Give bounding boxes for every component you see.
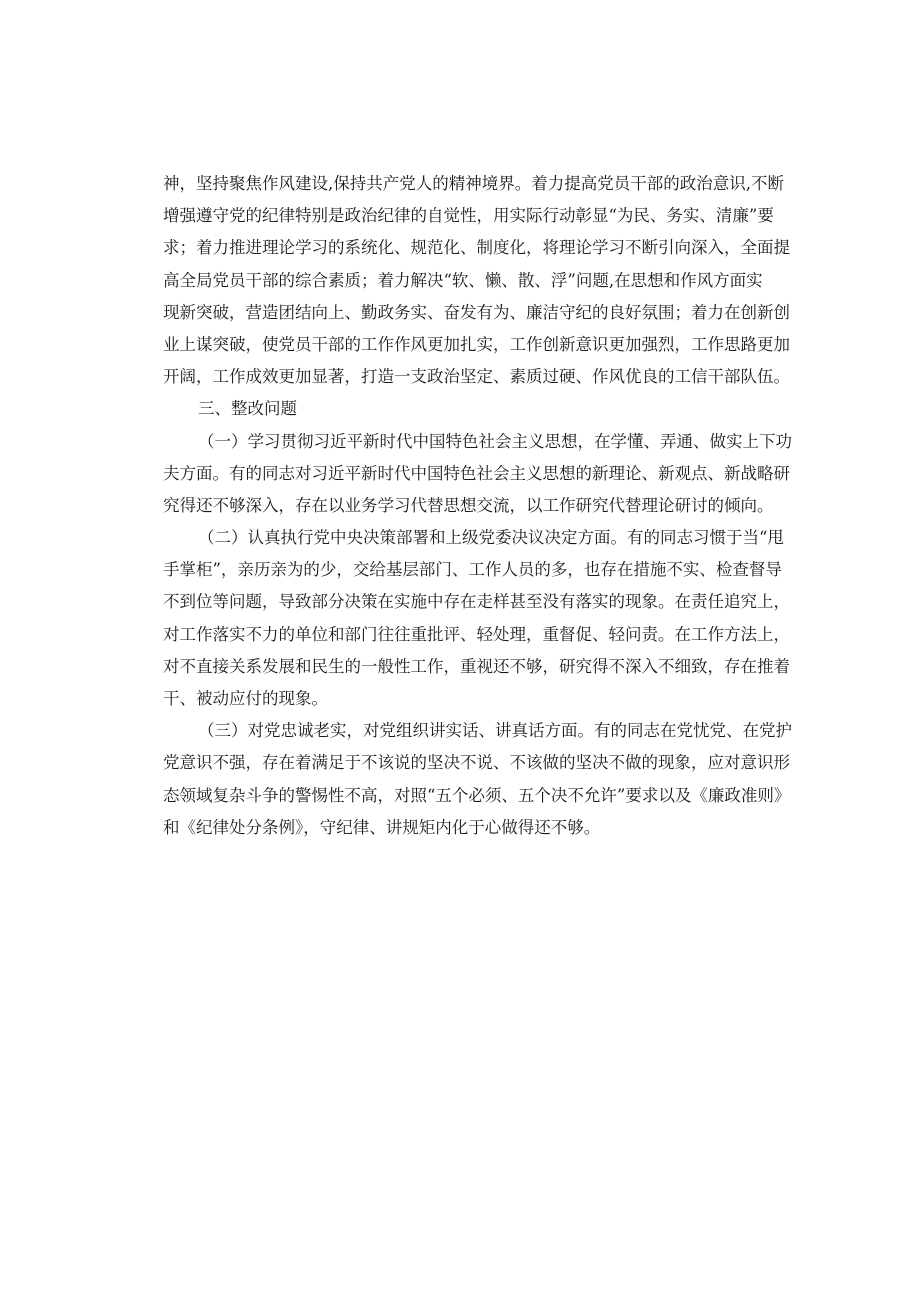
text-line: 手掌柜”，亲历亲为的少，交给基层部门、工作人员的多，也存在措施不实、检查督导 (163, 560, 782, 580)
text-line: 夫方面。有的同志对习近平新时代中国特色社会主义思想的新理论、新观点、新战略研 (163, 463, 790, 483)
text-line: 和《纪律处分条例》，守纪律、讲规矩内化于心做得还不够。 (163, 817, 601, 837)
text-line: 求；着力推进理论学习的系统化、规范化、制度化，将理论学习不断引向深入，全面提 (163, 238, 790, 258)
text-line: 不到位等问题，导致部分决策在实施中存在走样甚至没有落实的现象。在责任追究上， (163, 592, 790, 612)
text-line: 党意识不强，存在着满足于不该说的坚决不说、不该做的坚决不做的现象，应对意识形 (163, 753, 790, 773)
paragraph-2 (163, 522, 790, 715)
text-line: 增强遵守党的纪律特别是政治纪律的自觉性，用实际行动彰显“为民、务实、清廉”要 (163, 206, 774, 226)
document-page (163, 168, 792, 844)
text-line: 业上谋突破，使党员干部的工作作风更加扎实，工作创新意识更加强烈，工作思路更加 (163, 334, 790, 354)
text-line: 对不直接关系发展和民生的一般性工作，重视还不够，研究得不深入不细致，存在推着 (163, 656, 790, 676)
text-line: 态领域复杂斗争的警惕性不高，对照“五个必须、五个决不允许”要求以及《廉政准则》 (163, 785, 791, 805)
section-heading: 三、整改问题 (198, 399, 297, 419)
text-line: 究得还不够深入，存在以业务学习代替思想交流，以工作研究代替理论研讨的倾向。 (163, 495, 774, 515)
text-line: （三）对党忠诚老实，对党组织讲实话、讲真话方面。有的同志在党忧党、在党护 (198, 721, 792, 741)
text-line: 对工作落实不力的单位和部门往往重批评、轻处理，重督促、轻问责。在工作方法上， (163, 624, 790, 644)
paragraph-3 (163, 715, 792, 844)
text-line: （一）学习贯彻习近平新时代中国特色社会主义思想，在学懂、弄通、做实上下功 (198, 431, 792, 451)
text-line: 神，坚持聚焦作风建设,保持共产党人的精神境界。着力提高党员干部的政治意识,不断 (163, 174, 784, 193)
text-line: 开阔，工作成效更加显著，打造一支政治坚定、素质过硬、作风优良的工信干部队伍。 (163, 367, 790, 387)
text-line: （二）认真执行党中央决策部署和上级党委决议决定方面。有的同志习惯于当“甩 (198, 528, 784, 548)
text-line: 干、被动应付的现象。 (163, 689, 328, 708)
continued-paragraph (163, 168, 790, 393)
paragraph-1 (163, 426, 792, 523)
text-line: 现新突破，营造团结向上、勤政务实、奋发有为、廉洁守纪的良好氛围；着力在创新创 (163, 302, 790, 322)
text-line: 高全局党员干部的综合素质；着力解决“软、懒、散、浮”问题,在思想和作风方面实 (163, 270, 763, 290)
